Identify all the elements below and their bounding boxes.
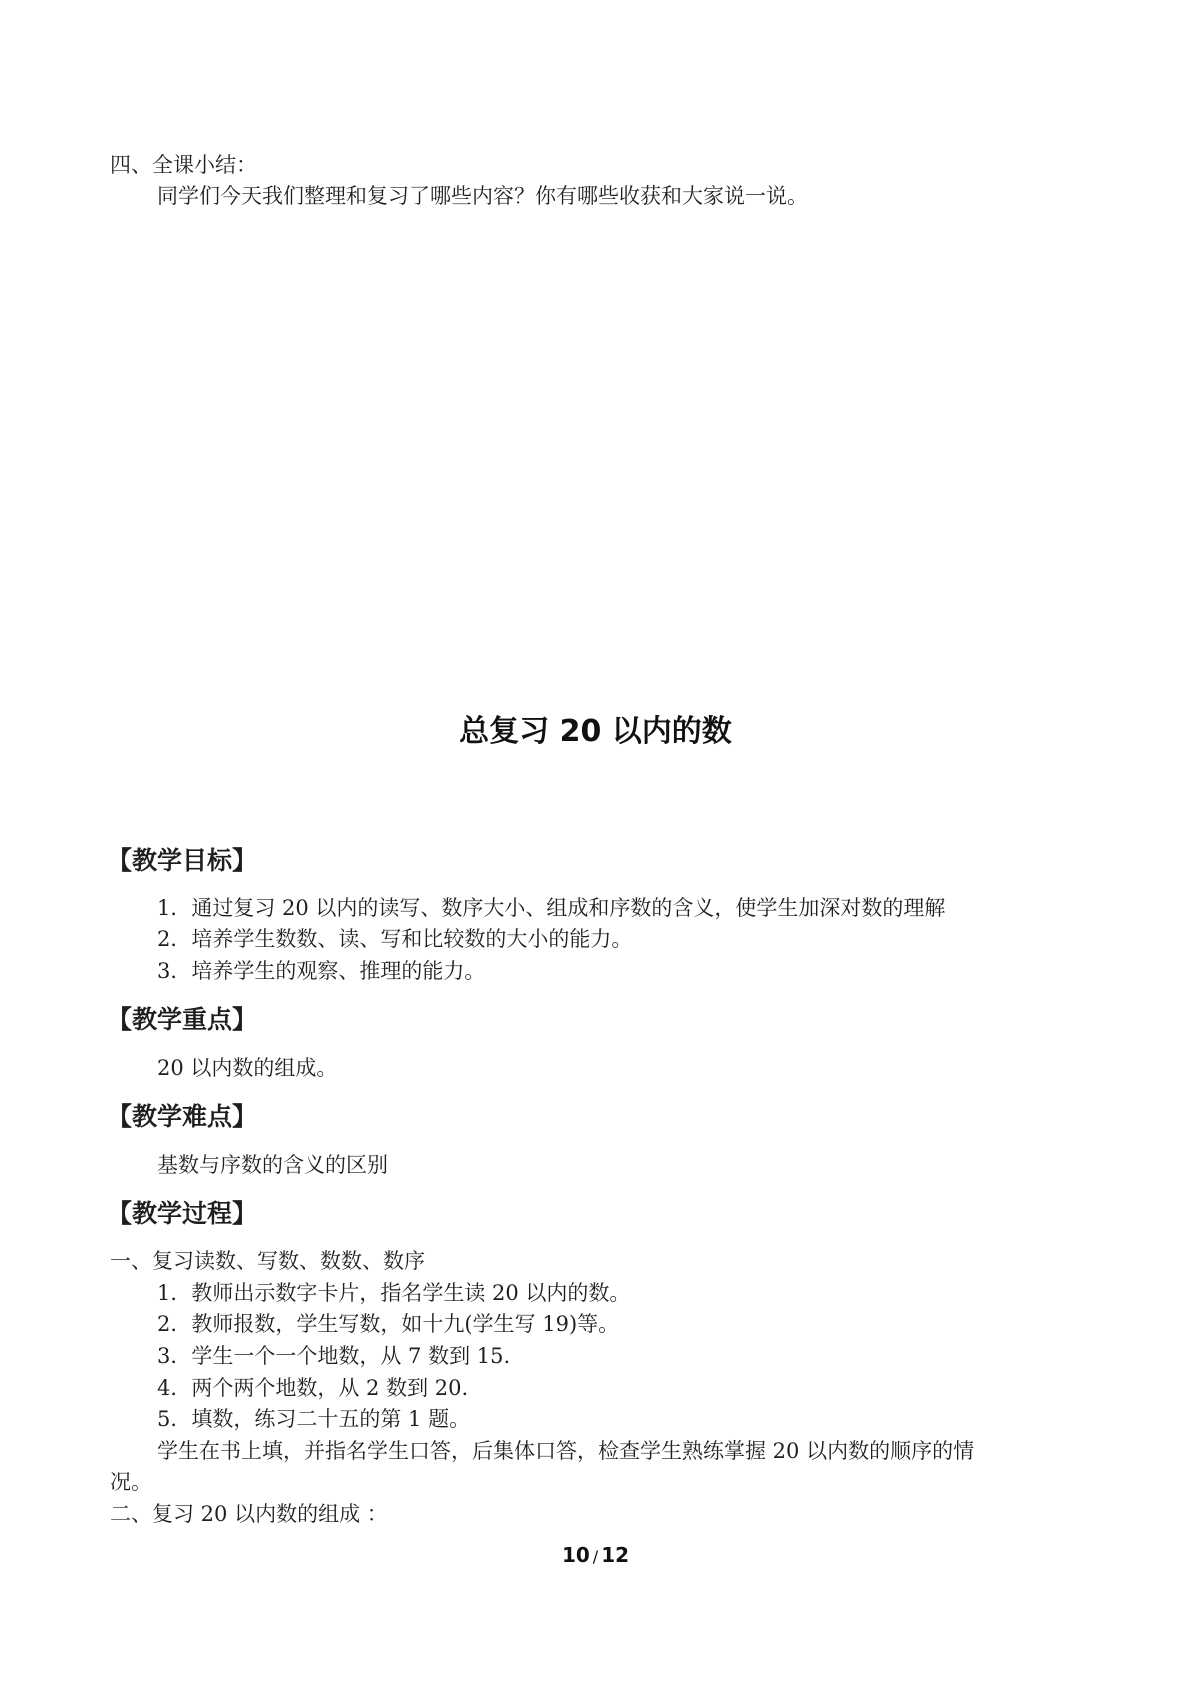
process-part-one: 一、复习读数、写数、数数、数序: [110, 1249, 425, 1273]
objectives-heading: 【教学目标】: [107, 846, 258, 875]
key-points-body: 20 以内数的组成。: [157, 1056, 338, 1080]
section-four-body: 同学们今天我们整理和复习了哪些内容？你有哪些收获和大家说一说。: [157, 184, 808, 208]
difficulties-body: 基数与序数的含义的区别: [157, 1153, 388, 1177]
difficulties-heading: 【教学难点】: [107, 1102, 258, 1131]
total-pages: 12: [601, 1543, 630, 1567]
current-page: 10: [561, 1543, 590, 1567]
process-step: 2．教师报数，学生写数，如十九(学生写 19)等。: [157, 1312, 620, 1336]
page-separator: /: [592, 1547, 599, 1566]
objective-item: 3．培养学生的观察、推理的能力。: [157, 959, 486, 983]
process-heading: 【教学过程】: [107, 1199, 258, 1228]
process-paragraph-line: 况。: [110, 1470, 152, 1494]
section-four-heading: 四、全课小结：: [110, 153, 257, 177]
page-number: [0, 1541, 1191, 1571]
process-step: 5．填数，练习二十五的第 1 题。: [157, 1407, 471, 1431]
key-points-heading: 【教学重点】: [107, 1005, 258, 1034]
lesson-title: 总复习 20 以内的数: [459, 714, 732, 749]
objective-item: 2．培养学生数数、读、写和比较数的大小的能力。: [157, 927, 633, 951]
process-step: 1．教师出示数字卡片，指名学生读 20 以内的数。: [157, 1281, 631, 1305]
process-paragraph-line: 学生在书上填，并指名学生口答，后集体口答，检查学生熟练掌握 20 以内数的顺序的情: [157, 1439, 975, 1463]
process-step: 3．学生一个一个地数，从 7 数到 15.: [157, 1344, 511, 1368]
objective-item: 1．通过复习 20 以内的读写、数序大小、组成和序数的含义，使学生加深对数的理解: [157, 896, 946, 920]
process-step: 4．两个两个地数，从 2 数到 20.: [157, 1376, 469, 1400]
process-part-two: 二、复习 20 以内数的组成 ：: [110, 1502, 388, 1526]
